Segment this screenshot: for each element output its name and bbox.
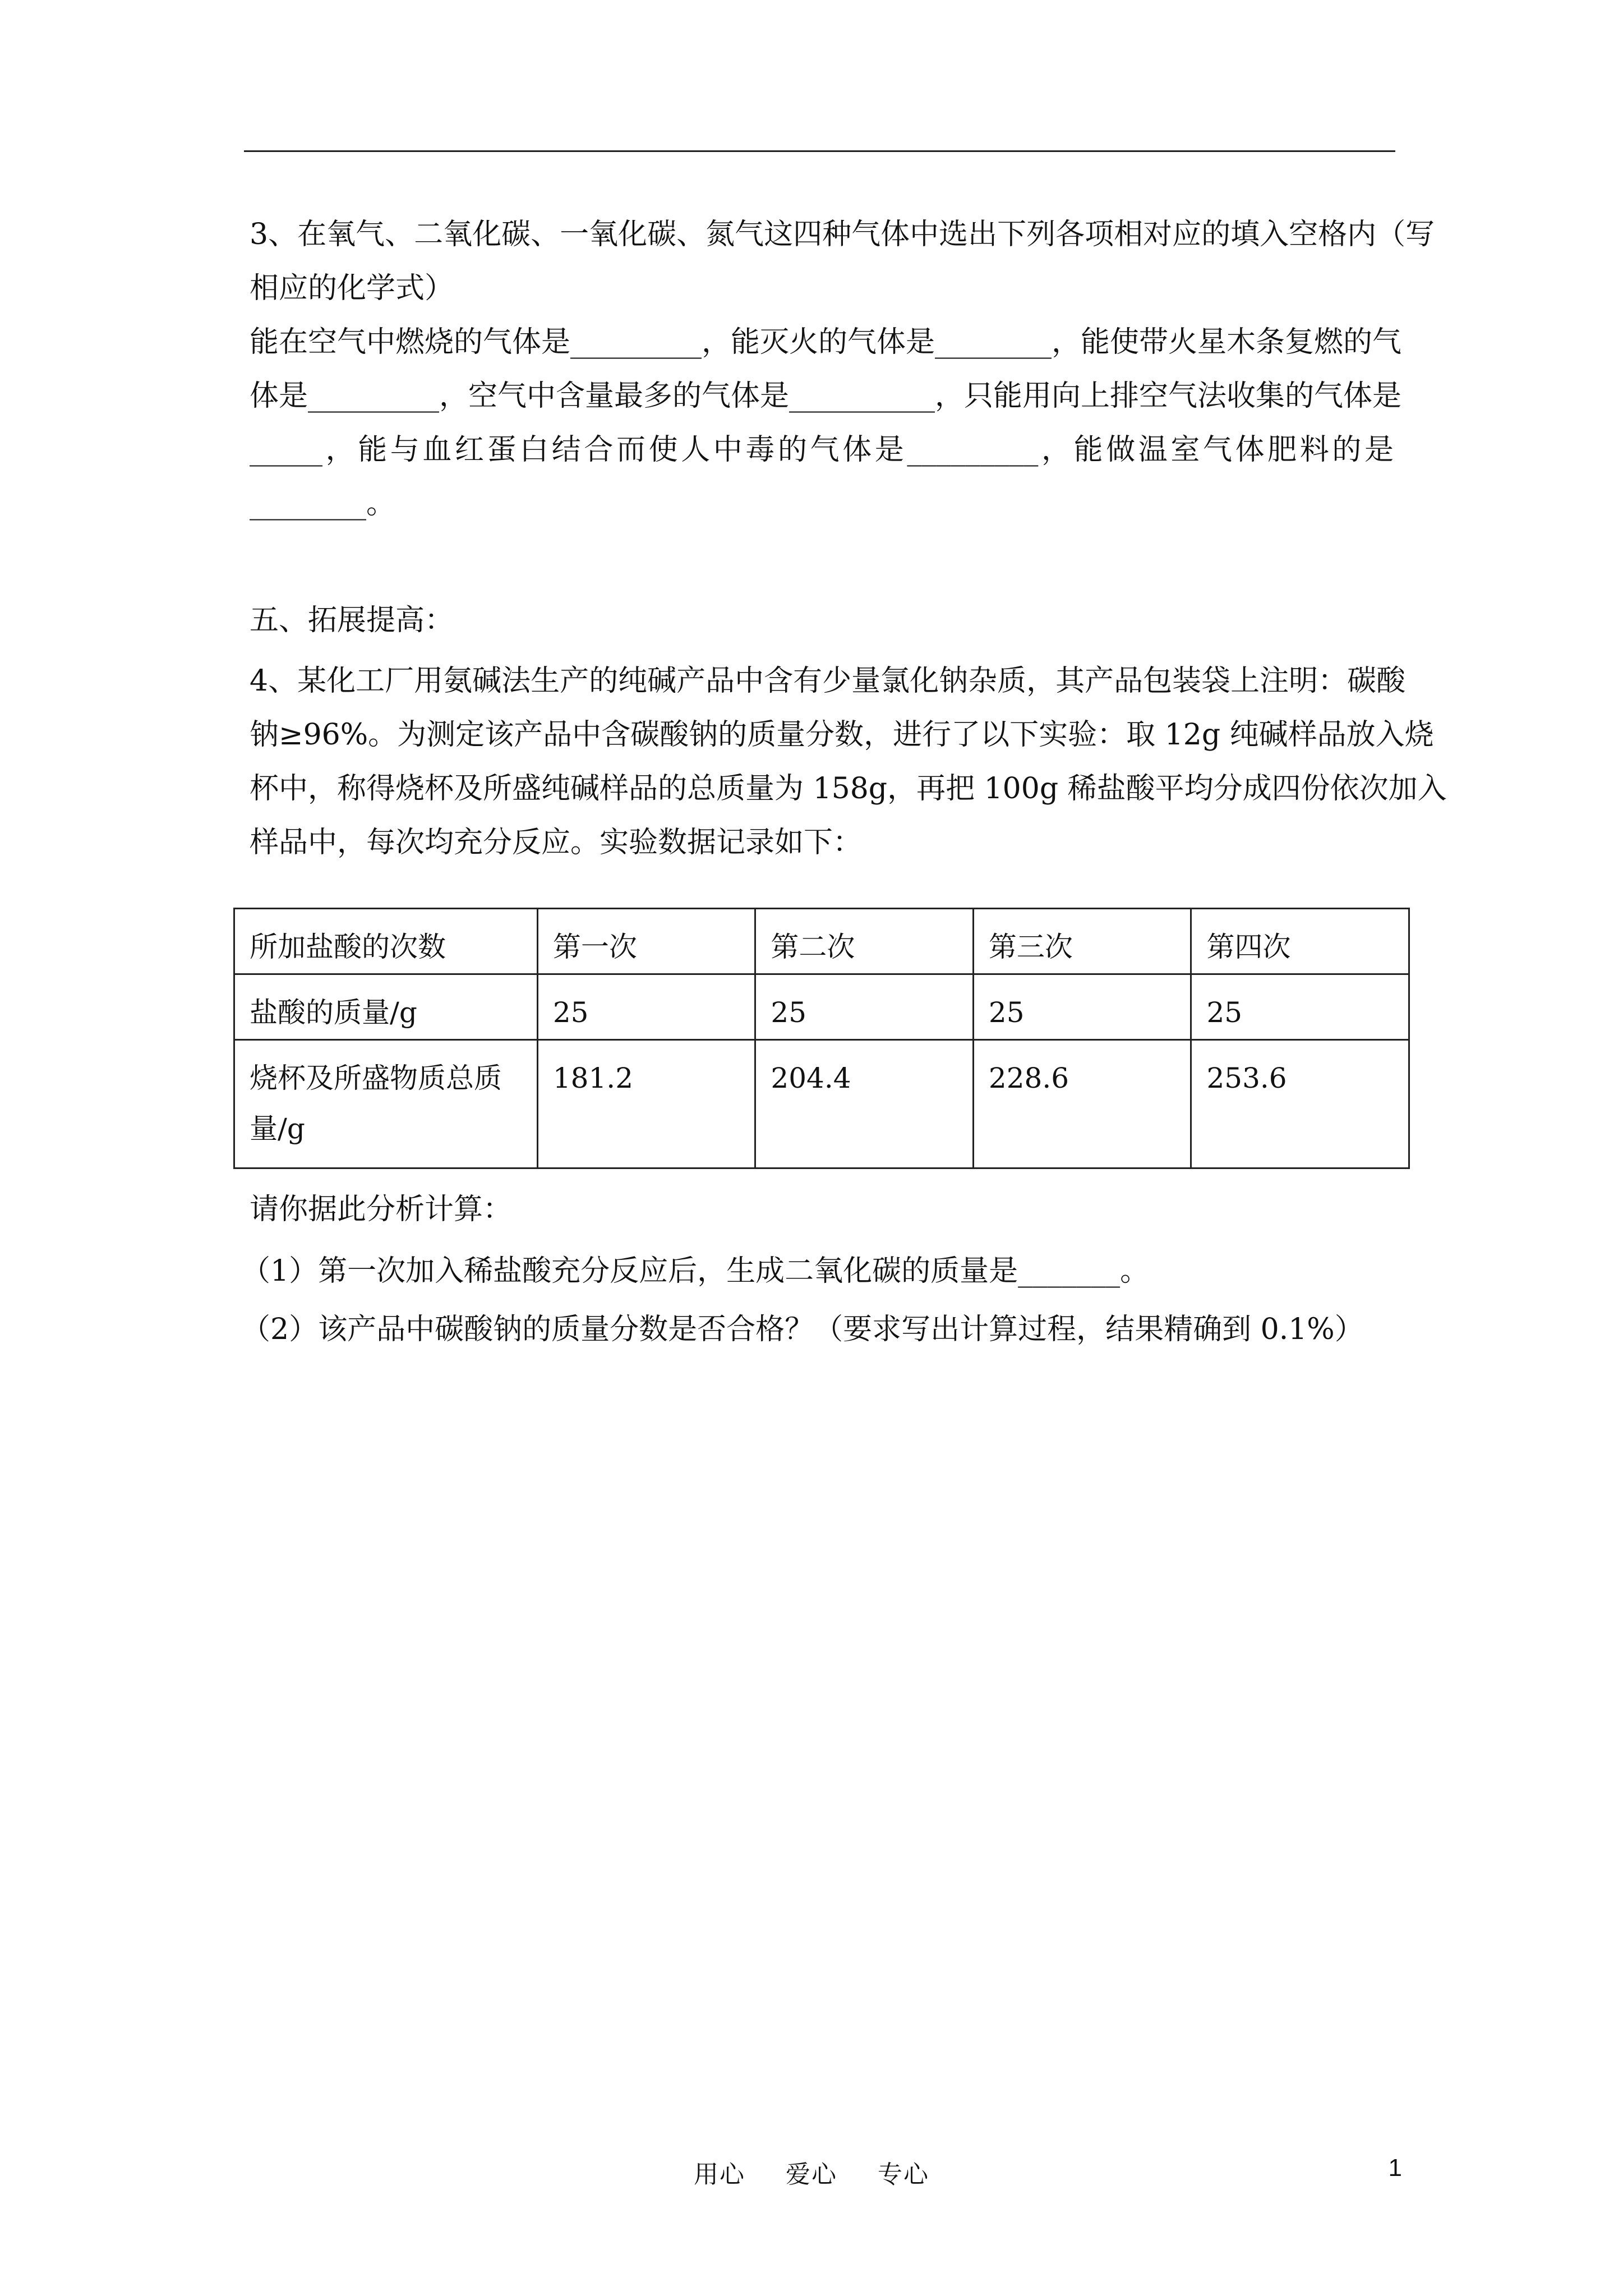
table-cell: 181.2 xyxy=(537,1040,755,1168)
table-cell: 204.4 xyxy=(755,1040,974,1168)
question-3 xyxy=(250,208,1435,531)
header-rule xyxy=(244,150,1395,152)
page-number: 1 xyxy=(1388,2154,1402,2182)
table-row xyxy=(234,909,1409,974)
footer-word: 爱心 xyxy=(786,2160,837,2189)
footer-word: 专心 xyxy=(878,2160,929,2189)
analysis-block xyxy=(250,1182,1394,1236)
table-row xyxy=(234,974,1409,1040)
question-3-line-2: 相应的化学式） xyxy=(250,272,454,305)
table-cell: 盐酸的质量/g xyxy=(234,974,538,1040)
table-cell: 25 xyxy=(1191,974,1409,1040)
table-cell: 25 xyxy=(537,974,755,1040)
table-cell: 第三次 xyxy=(973,909,1191,974)
table-cell: 烧杯及所盛物质总质量/g xyxy=(234,1040,538,1168)
analysis-subquestions xyxy=(241,1244,1402,1356)
table-cell: 253.6 xyxy=(1191,1040,1409,1168)
question-3-line-4: 体是_________，空气中含量最多的气体是__________，只能用向上排空气法收集的气体是 xyxy=(250,379,1402,413)
question-4 xyxy=(250,654,1447,869)
table-cell: 25 xyxy=(973,974,1191,1040)
footer-word: 用心 xyxy=(694,2160,745,2189)
question-4-line-4: 样品中，每次均充分反应。实验数据记录如下： xyxy=(250,826,863,859)
question-3-line-5: _____，能与血红蛋白结合而使人中毒的气体是_________，能做温室气体肥料的是 xyxy=(250,433,1394,467)
question-3-line-6: ________。 xyxy=(250,487,396,521)
question-4-line-2: 钠≥96%。为测定该产品中含碳酸钠的质量分数，进行了以下实验：取 12g 纯碱样品放入烧 xyxy=(250,718,1434,752)
subquestion-2: （2）该产品中碳酸钠的质量分数是否合格？（要求写出计算过程，结果精确到 0.1%） xyxy=(241,1313,1364,1346)
experiment-data-table xyxy=(233,908,1410,1169)
question-3-line-1: 3、在氧气、二氧化碳、一氧化碳、氮气这四种气体中选出下列各项相对应的填入空格内（写 xyxy=(250,218,1435,251)
question-4-line-1: 4、某化工厂用氨碱法生产的纯碱产品中含有少量氯化钠杂质，其产品包装袋上注明：碳酸 xyxy=(250,664,1406,698)
question-3-line-3: 能在空气中燃烧的气体是_________，能灭火的气体是________，能使带火星木条复燃的气 xyxy=(250,325,1402,359)
table-cell: 228.6 xyxy=(973,1040,1191,1168)
table-cell: 第四次 xyxy=(1191,909,1409,974)
table-cell: 所加盐酸的次数 xyxy=(234,909,538,974)
table-cell: 25 xyxy=(755,974,974,1040)
section-5-title: 五、拓展提高： xyxy=(250,604,454,637)
table-row xyxy=(234,1040,1409,1168)
subquestion-1: （1）第一次加入稀盐酸充分反应后，生成二氧化碳的质量是_______。 xyxy=(241,1254,1150,1288)
question-4-line-3: 杯中，称得烧杯及所盛纯碱样品的总质量为 158g，再把 100g 稀盐酸平均分成四份依次加入 xyxy=(250,772,1447,806)
table-cell: 第二次 xyxy=(755,909,974,974)
analysis-prompt: 请你据此分析计算： xyxy=(250,1193,513,1226)
table-cell: 第一次 xyxy=(537,909,755,974)
section-5-heading xyxy=(250,593,1394,647)
